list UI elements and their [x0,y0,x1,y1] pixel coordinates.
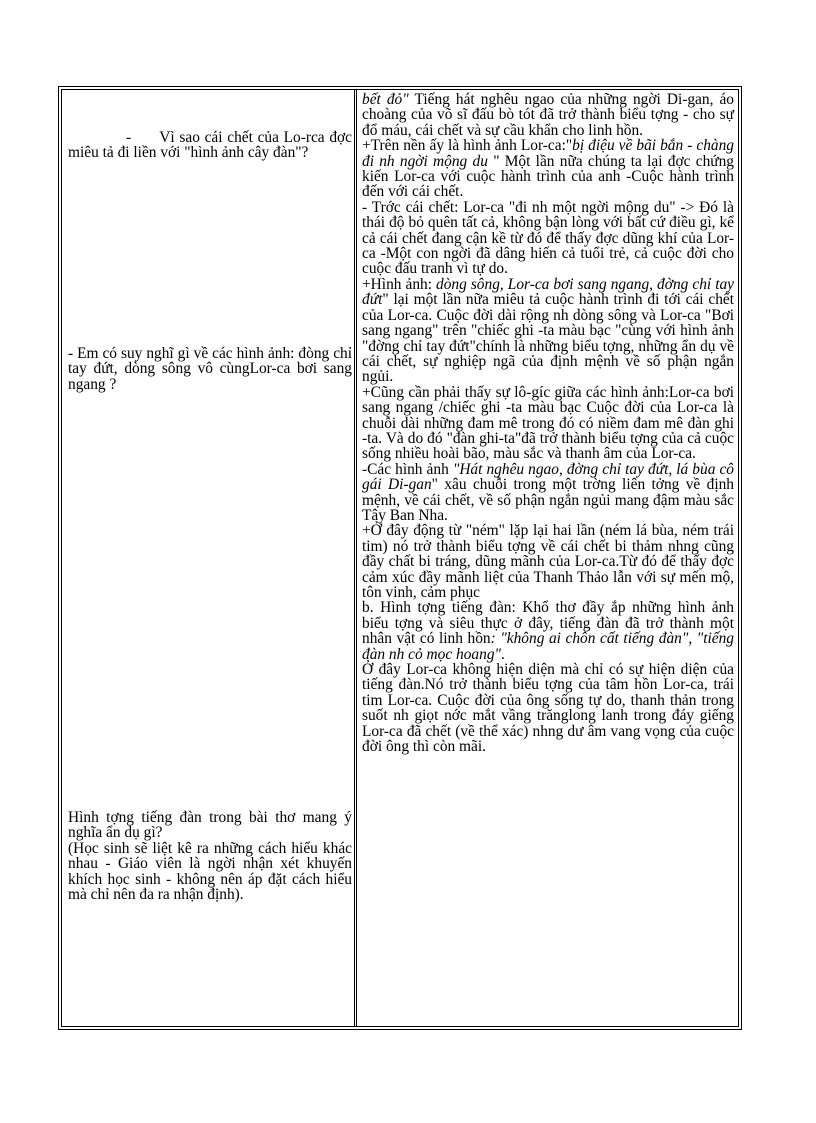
answer-8-italic: : "không ai chôn cất tiếng đàn", "tiếng đàn nh cỏ mọc hoang" [362,630,734,663]
answer-2-italic: bị điệu về bãi bắn - chàng đi nh ngời mộng du [362,137,734,170]
column-divider-double [356,90,357,1026]
answer-4-text-a: +Hình ảnh: [362,275,437,293]
answer-paragraph-2 [362,138,734,200]
answer-paragraph-3: - Trớc cái chết: Lor-ca "đi nh một ngời mộng du" -> Đó là thái độ bỏ quên tất cả, không bận lòng với bất cứ điều gì, kể cả cái chết đang cận kề từ đó để thấy đợc dũng khí của Lor-ca -Một con ngời đã dâng hiến cả tuổi trẻ, cả cuộc đời cho cuộc đấu tranh vì tự do. [362,198,734,278]
question-2-text: - Em có suy nghĩ gì về các hình ảnh: đòng chỉ tay đứt, dòng sông vô cùngLor-ca bơi sang ngang ? [68,345,352,393]
question-3 [68,810,352,902]
answer-paragraph-6 [362,462,734,524]
question-1-text: - Vì sao cái chết của Lo-rca đợc miêu tả đi liền với "hình ảnh cây đàn"? [68,129,352,162]
answer-paragraph-1 [362,92,734,138]
answer-paragraph-9: Ở đây Lor-ca không hiện diện mà chỉ có sự hiện diện của tiếng đàn.Nó trở thành biểu tợng của tâm hồn Lor-ca, trái tim Lor-ca. Cuộc đời của ông sống tự do, thanh thản trong suốt nh giọt nớc mắt vầng trănglong lanh trong đáy giếng Lor-ca đã chết (về thể xác) nhng dư âm vang vọng của cuộc đời ông thì còn mãi. [362,661,734,756]
answer-4-text-b: " lại một lần nữa miêu tả cuộc hành trình đi tới cái chết của Lor-ca. Cuộc đời dài rộng nh dòng sông và Lor-ca "Bơi sang ngang" trên "chiếc ghi -ta màu bạc "cùng với hình ảnh "đờng chỉ tay đứt"chính là những biểu tợng, những ẩn dụ về cái chết, sự nghiệp ngã của định mệnh về số phận ngắn ngủi. [362,291,734,386]
answer-paragraph-7: +Ở đây động từ "ném" lặp lại hai lần (ném lá bùa, ném trái tim) nó trở thành biểu tợng về cái chết bi thảm nhng cũng đầy chất bi tráng, dũng mãnh của Lor-ca.Từ đó để thấy đợc cảm xúc đầy mãnh liệt của Thanh Thảo lẫn với sự mến mộ, tôn vinh, cảm phục [362,522,734,601]
table-inner-border [61,89,739,1027]
question-3-note: (Học sinh sẽ liệt kê ra những cách hiểu khác nhau - Giáo viên là ngời nhận xét khuyến khích học sinh - không nên áp đặt cách hiểu mà chỉ nên đa ra nhận định). [68,839,352,904]
answer-6-italic: "Hát nghêu ngao, đờng chỉ tay đứt, lá bùa cô gái Di-gan [362,460,734,494]
answer-6-text-a: -Các hình ảnh [362,460,453,478]
answer-4-italic: dòng sông, Lor-ca bơi sang ngang, đờng chỉ tay đứt [362,275,735,309]
answer-paragraph-4 [362,277,734,385]
answer-paragraph-8 [362,600,734,662]
question-1 [68,130,352,161]
answer-8-text-b: . [500,645,505,663]
table-frame [58,86,742,1030]
answer-6-text-b: " xâu chuỗi trong một trờng liên tởng về định mệnh, về cái chết, về số phận ngắn ngủi mang đậm màu sắc Tây Ban Nha. [362,476,734,524]
answer-1-text: Tiếng hát nghêu ngao của những ngời Di-gan, áo choàng của võ sĩ đấu bò tót đã trở thành biểu tợng - cho sự đổ máu, cái chết và sự cầu khẩn cho linh hồn. [362,91,734,139]
answer-2-text-b: " Một lần nữa chúng ta lại đợc chứng kiến Lor-ca với cuộc hành trình của anh -Cuộc hành trình đến với cái chết. [362,152,734,201]
question-2 [68,346,352,392]
answer-2-text-a: +Trên nền ấy là hình ảnh Lor-ca:" [362,137,573,155]
answer-paragraph-5: +Cũng cần phải thấy sự lô-gíc giữa các hình ảnh:Lor-ca bơi sang ngang /chiếc ghi -ta màu bạc Cuộc đời của Lor-ca là chuỗi dài những đam mê trong đó có niềm đam mê đàn ghi -ta. Và do đó "đàn ghi-ta"đã trở thành biểu tợng của cả cuộc sống nhiều hoài bão, màu sắc và thanh âm của Lor-ca. [362,383,734,463]
answer-1-italic: bết đỏ" [362,91,409,108]
question-3-text: Hình tợng tiếng đàn trong bài thơ mang ý nghĩa ẩn dụ gì? [68,809,352,842]
answer-8-text-a: b. Hình tợng tiếng đàn: Khổ thơ đầy ắp những hình ảnh biểu tợng và siêu thực ở đây, tiếng đàn đã trở thành một nhân vật có linh hồn [362,599,734,648]
column-divider [354,90,355,1026]
answers-column [362,92,734,754]
